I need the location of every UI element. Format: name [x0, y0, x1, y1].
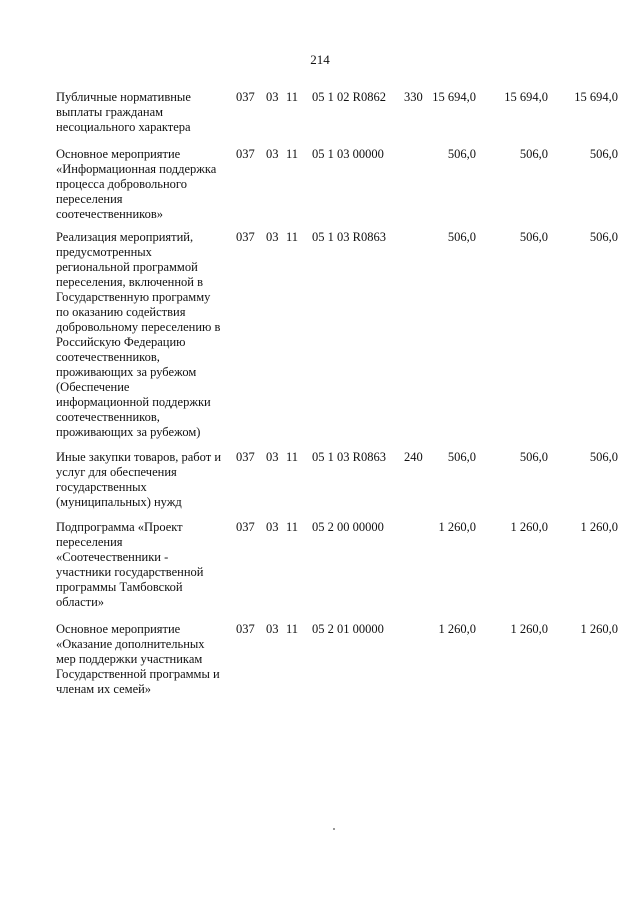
subsection-code: 11 [286, 450, 299, 464]
scan-speck [333, 828, 335, 830]
section-code: 03 [266, 90, 279, 104]
page-number: 214 [310, 52, 330, 67]
amount-year-3: 1 260,0 [580, 622, 618, 636]
section-code: 03 [266, 520, 279, 534]
target-article-code: 05 1 02 R0862 [312, 90, 386, 104]
section-code: 03 [266, 147, 279, 161]
amount-year-2: 1 260,0 [510, 622, 548, 636]
ved-code: 037 [236, 622, 255, 636]
amount-year-3: 506,0 [589, 147, 618, 161]
amount-year-3: 1 260,0 [580, 520, 618, 534]
section-code: 03 [266, 622, 279, 636]
expense-type-code: 240 [404, 450, 423, 464]
table-row [56, 622, 626, 697]
section-code: 03 [266, 450, 279, 464]
ved-code: 037 [236, 147, 255, 161]
subsection-code: 11 [286, 622, 299, 636]
amount-year-1: 506,0 [447, 450, 476, 464]
amount-year-3: 506,0 [589, 450, 618, 464]
table-row [56, 147, 626, 222]
ved-code: 037 [236, 90, 255, 104]
row-name: Иные закупки товаров, работ и услуг для обеспечения государственных (муниципальных) нужд [56, 450, 222, 509]
table-row [56, 520, 626, 610]
ved-code: 037 [236, 230, 255, 244]
amount-year-2: 1 260,0 [510, 520, 548, 534]
subsection-code: 11 [286, 520, 299, 534]
amount-year-3: 15 694,0 [574, 90, 618, 104]
target-article-code: 05 1 03 00000 [312, 147, 384, 161]
target-article-code: 05 1 03 R0863 [312, 450, 386, 464]
row-name: Основное мероприятие «Информационная поддержка процесса добровольного переселения соотечественников» [56, 147, 217, 221]
amount-year-2: 15 694,0 [504, 90, 548, 104]
subsection-code: 11 [286, 147, 299, 161]
subsection-code: 11 [286, 230, 299, 244]
amount-year-1: 15 694,0 [432, 90, 476, 104]
row-name: Публичные нормативные выплаты гражданам несоциального характера [56, 90, 191, 134]
target-article-code: 05 2 00 00000 [312, 520, 384, 534]
subsection-code: 11 [286, 90, 299, 104]
row-name: Подпрограмма «Проект переселения «Соотечественники - участники государственной программы Тамбовской области» [56, 520, 204, 609]
row-name: Основное мероприятие «Оказание дополнительных мер поддержки участникам Государственной программы и членам их семей» [56, 622, 220, 696]
table-row [56, 90, 626, 135]
table-row [56, 450, 626, 510]
section-code: 03 [266, 230, 279, 244]
amount-year-1: 1 260,0 [438, 520, 476, 534]
amount-year-1: 1 260,0 [438, 622, 476, 636]
amount-year-1: 506,0 [447, 147, 476, 161]
table-row [56, 230, 626, 440]
ved-code: 037 [236, 450, 255, 464]
target-article-code: 05 1 03 R0863 [312, 230, 386, 244]
ved-code: 037 [236, 520, 255, 534]
amount-year-3: 506,0 [589, 230, 618, 244]
target-article-code: 05 2 01 00000 [312, 622, 384, 636]
amount-year-1: 506,0 [447, 230, 476, 244]
budget-table [56, 90, 626, 707]
row-name: Реализация мероприятий, предусмотренных региональной программой переселения, включенной в Государственную программу по оказанию содействия добровольному переселению в Российскую Федерацию соотечественников, проживающих за рубежом (Обеспечение информационной поддержки соотечественников, проживающих за рубежом) [56, 230, 221, 439]
amount-year-2: 506,0 [519, 450, 548, 464]
expense-type-code: 330 [404, 90, 423, 104]
amount-year-2: 506,0 [519, 147, 548, 161]
amount-year-2: 506,0 [519, 230, 548, 244]
